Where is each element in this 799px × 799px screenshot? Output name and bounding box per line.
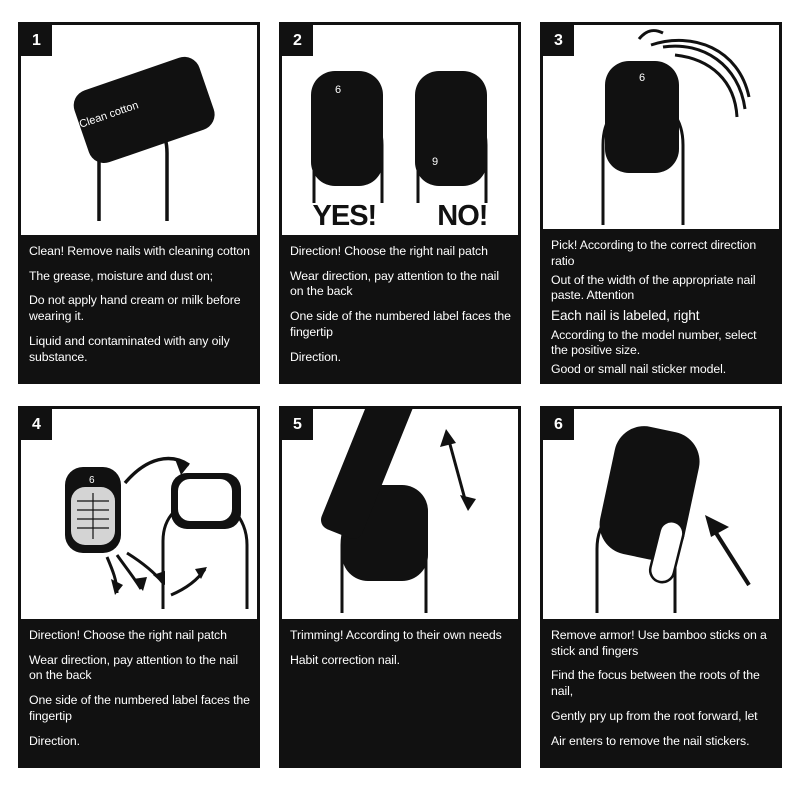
yes-label: YES! [312,200,377,232]
panel-1-line-3: Do not apply hand cream or milk before wearing it. [29,293,241,324]
panel-5-caption [279,619,521,768]
panel-6-caption [540,619,782,768]
panel-2-caption [279,235,521,384]
panel-4-line-1: Direction! Choose the right nail patch [29,628,227,642]
panel-3-line-4: According to the model number, select the positive size. [551,327,757,358]
panel-3-illustration [540,22,782,229]
panel-4-line-2: Wear direction, pay attention to the nail on the back [29,652,238,683]
panel-6-illustration [540,406,782,619]
panel-6-line-3: Gently pry up from the root forward, let [551,708,758,723]
panel-5-line-1: Trimming! According to their own needs [290,628,502,642]
no-label: NO! [437,200,488,232]
panel-1-line-4: Liquid and contaminated with any oily substance. [29,333,230,364]
panel-2-illustration [279,22,521,235]
panel-3-line-2: Out of the width of the appropriate nail paste. Attention [551,272,756,303]
panel-4-line-3: One side of the numbered label faces the fingertip [29,693,250,723]
step-number-badge-4: 4 [21,409,52,440]
step-number-badge-6: 6 [543,409,574,440]
panel-5-illustration [279,406,521,619]
cotton-pad-over-finger-icon [21,25,257,232]
panel-6-line-2: Find the focus between the roots of the nail, [551,668,760,699]
panel-4-line-4: Direction. [29,733,80,748]
panel-3-caption [540,229,782,384]
panel-1-illustration [18,22,260,235]
panel-step-3 [540,22,782,384]
panel-1-line-2: The grease, moisture and dust on; [29,268,213,283]
panel-step-1 [18,22,260,384]
panel-step-6 [540,406,782,768]
panel-grid [18,22,782,780]
panel-1-line-1: Clean! Remove nails with cleaning cotton [29,244,250,258]
panel-2-line-3: One side of the numbered label faces the fingertip [290,309,511,339]
step-number-badge-5: 5 [282,409,313,440]
bamboo-stick-removal-icon [543,409,779,616]
step-number-badge-3: 3 [543,25,574,56]
panel-4-illustration [18,406,260,619]
panel-5-line-2: Habit correction nail. [290,652,400,667]
cotton-pad-label: Clean cotton [77,99,141,131]
nail-file-trimming-icon [282,409,518,616]
panel-3-line-5: Good or small nail sticker model. [551,362,727,377]
panel-2-line-4: Direction. [290,349,341,364]
panel-step-5 [279,406,521,768]
panel-2-line-2: Wear direction, pay attention to the nail on the back [290,268,499,299]
svg-text:6: 6 [335,84,342,96]
panel-3-line-3: Each nail is labeled, right [551,308,700,324]
panel-6-line-4: Air enters to remove the nail stickers. [551,733,750,748]
svg-text:6: 6 [89,475,95,486]
nail-patch-size-select-icon [543,25,779,229]
yes-no-labels [282,200,518,233]
panel-4-caption [18,619,260,768]
svg-text:9: 9 [432,156,439,168]
step-number-badge-2: 2 [282,25,313,56]
panel-2-line-1: Direction! Choose the right nail patch [290,244,488,258]
peel-and-apply-patch-icon [21,409,257,616]
panel-step-2 [279,22,521,384]
panel-1-caption [18,235,260,384]
panel-3-line-1: Pick! According to the correct direction ratio [551,238,757,269]
panel-step-4 [18,406,260,768]
step-number-badge-1: 1 [21,25,52,56]
panel-6-line-1: Remove armor! Use bamboo sticks on a stick and fingers [551,628,767,658]
svg-text:6: 6 [639,72,646,84]
